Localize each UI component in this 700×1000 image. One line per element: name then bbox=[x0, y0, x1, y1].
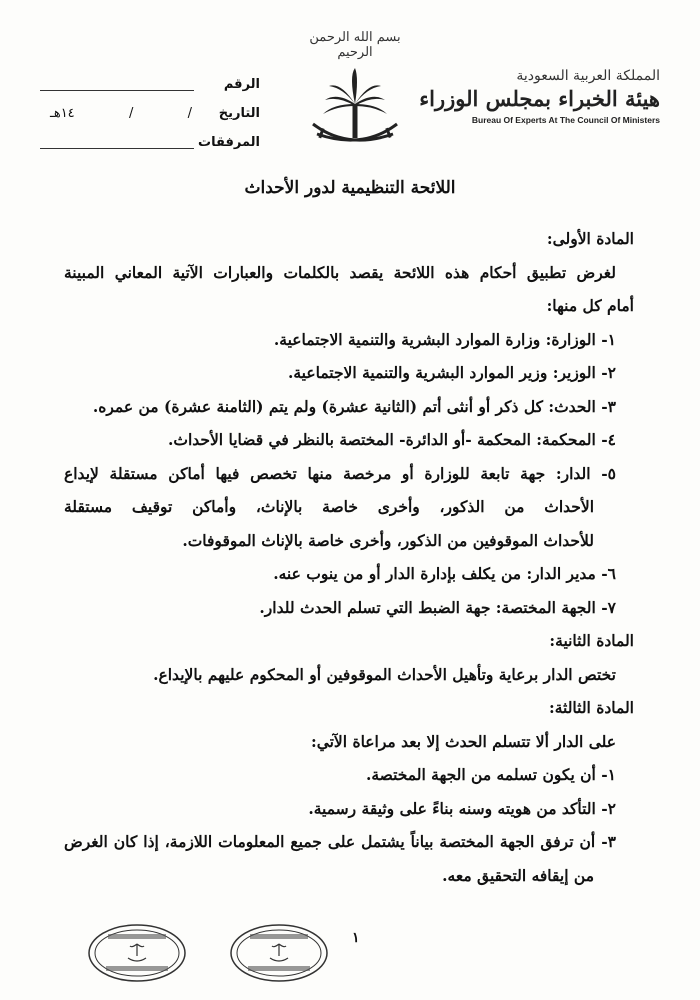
organization-header bbox=[419, 68, 660, 125]
body-line: للأحداث الموقوفين من الذكور، وأخرى خاصة بالإناث الموقوفات. bbox=[182, 530, 594, 550]
article-heading: المادة الثانية: bbox=[549, 631, 634, 650]
document-body bbox=[64, 222, 634, 892]
number-field-row bbox=[20, 70, 260, 99]
body-line: لغرض تطبيق أحكام هذه اللائحة يقصد بالكلمات والعبارات الآتية المعاني المبينة bbox=[64, 262, 616, 282]
date-value bbox=[20, 106, 198, 121]
body-line: ١- الوزارة: وزارة الموارد البشرية والتنمية الاجتماعية. bbox=[273, 329, 616, 349]
date-separator-1: / bbox=[187, 106, 192, 121]
official-seal-right-icon bbox=[228, 922, 330, 984]
body-line: ٧- الجهة المختصة: جهة الضبط التي تسلم الحدث للدار. bbox=[259, 597, 616, 617]
body-line: ٤- المحكمة: المحكمة -أو الدائرة- المختصة بالنظر في قضايا الأحداث. bbox=[167, 430, 616, 449]
date-label: التاريخ bbox=[218, 106, 260, 121]
body-line: ٣- الحدث: كل ذكر أو أنثى أتم (الثانية عشرة) ولم يتم (الثامنة عشرة) من عمره. bbox=[92, 396, 616, 416]
org-english-name: Bureau Of Experts At The Council Of Ministers bbox=[471, 115, 660, 125]
org-arabic-name: المملكة العربية السعودية bbox=[516, 68, 660, 84]
attachments-field-row bbox=[20, 128, 260, 157]
basmala: بسم الله الرحمن الرحيم bbox=[309, 30, 401, 60]
date-field-row bbox=[20, 99, 260, 128]
body-line: ٢- التأكد من هويته وسنه بناءً على وثيقة رسمية. bbox=[308, 798, 616, 818]
article-heading: المادة الأولى: bbox=[546, 229, 634, 248]
number-line bbox=[40, 78, 194, 91]
reference-fields bbox=[20, 70, 260, 157]
attachments-line bbox=[40, 136, 194, 149]
org-calligraphy-logo: هيئة الخبراء بمجلس الوزراء bbox=[419, 86, 660, 111]
page-number: ١ bbox=[352, 930, 360, 946]
emblem-block bbox=[300, 30, 410, 152]
body-line: ٦- مدير الدار: من يكلف بإدارة الدار أو من ينوب عنه. bbox=[273, 564, 616, 583]
article-heading: المادة الثالثة: bbox=[549, 698, 634, 717]
body-line: تختص الدار برعاية وتأهيل الأحداث الموقوفين أو المحكوم عليهم بالإيداع. bbox=[153, 664, 616, 684]
attachments-label: المرفقات bbox=[198, 135, 260, 150]
number-label: الرقم bbox=[223, 77, 260, 92]
body-line: ١- أن يكون تسلمه من الجهة المختصة. bbox=[365, 765, 616, 784]
palm-swords-emblem-icon bbox=[307, 64, 403, 152]
body-line: الأحداث من الذكور، وأخرى خاصة بالإناث، وأماكن توقيف مستقلة bbox=[64, 497, 594, 516]
body-line: ٣- أن ترفق الجهة المختصة بياناً يشتمل على جميع المعلومات اللازمة، إذا كان الغرض bbox=[64, 832, 616, 851]
date-separator-2: / bbox=[128, 106, 134, 121]
document-title: اللائحة التنظيمية لدور الأحداث bbox=[244, 178, 456, 198]
body-line: من إيقافه التحقيق معه. bbox=[442, 865, 594, 885]
body-line: ٥- الدار: جهة تابعة للوزارة أو مرخصة منها تخصص فيها أماكن مستقلة لإيداع bbox=[64, 463, 616, 483]
date-year-suffix: ١٤هـ bbox=[50, 106, 75, 121]
body-line: أمام كل منها: bbox=[546, 296, 634, 315]
body-line: على الدار ألا تتسلم الحدث إلا بعد مراعاة الآتي: bbox=[310, 731, 616, 751]
official-seal-left-icon bbox=[86, 922, 188, 984]
body-line: ٢- الوزير: وزير الموارد البشرية والتنمية الاجتماعية. bbox=[287, 363, 616, 382]
